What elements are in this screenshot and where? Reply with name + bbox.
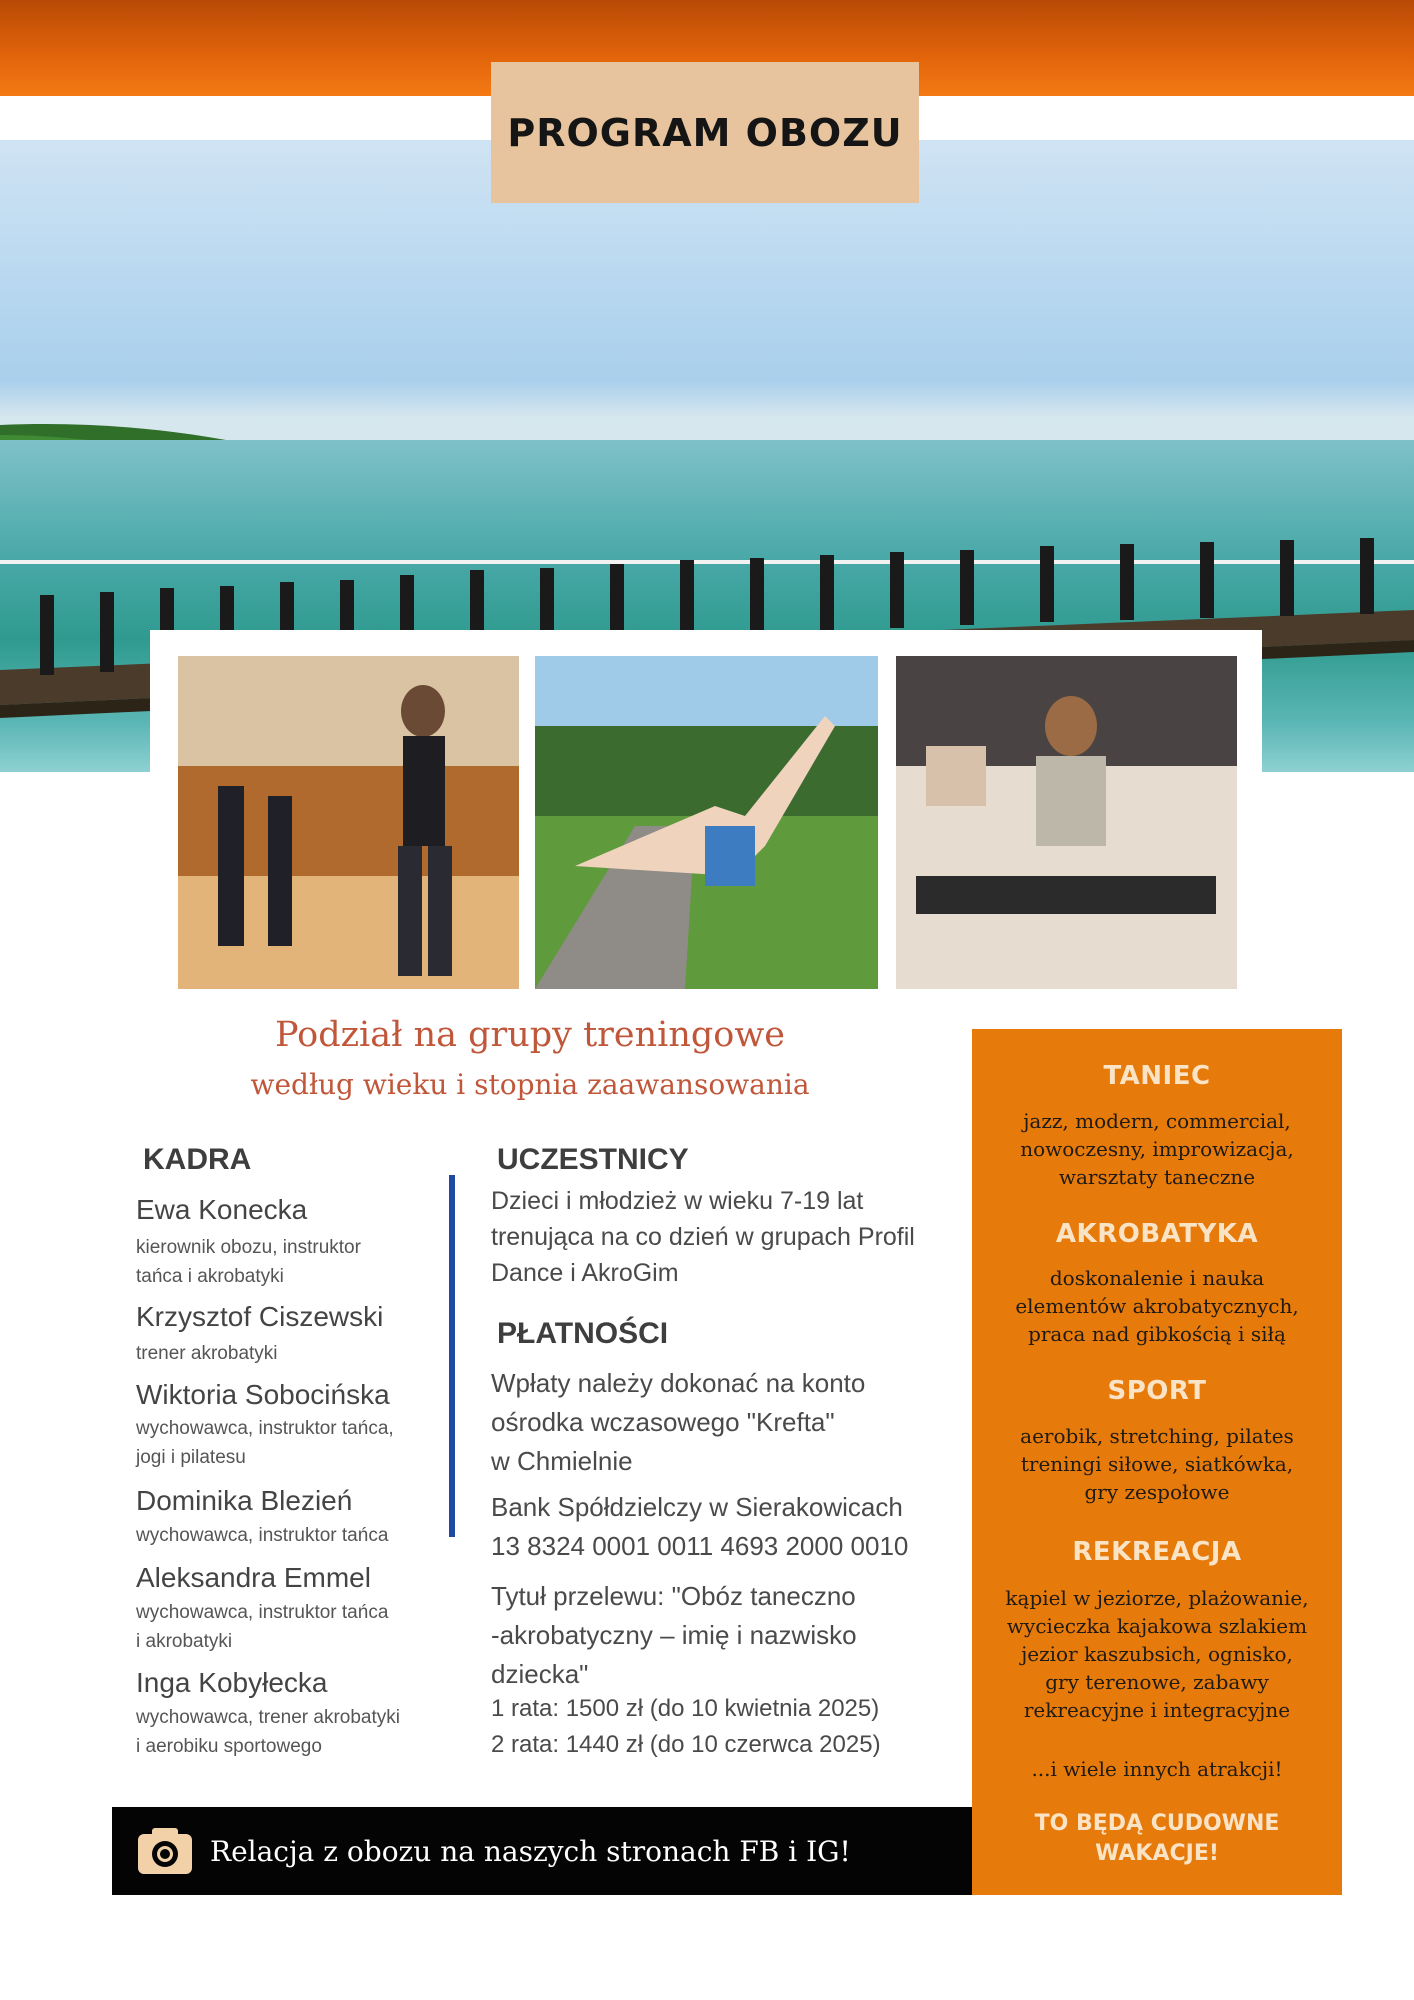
payment-rates: 1 rata: 1500 zł (do 10 kwietnia 2025) 2 rata: 1440 zł (do 10 czerwca 2025) [491, 1695, 881, 1758]
sport-text: aerobik, stretching, pilates treningi siłowe, siatkówka, gry zespołowe [1020, 1424, 1294, 1504]
platnosci-heading: PŁATNOŚCI [497, 1317, 669, 1350]
staff-role: trener akrobatyki [136, 1343, 278, 1364]
taniec-text: jazz, modern, commercial, nowoczesny, improwizacja, warsztaty taneczne [1020, 1109, 1294, 1189]
staff-role: wychowawca, trener akrobatyki i aerobiku sportowego [136, 1707, 400, 1757]
page-title: PROGRAM OBOZU [507, 110, 903, 155]
dance-studio-photo [178, 656, 519, 989]
social-media-text: Relacja z obozu na naszych stronach FB i IG! [210, 1834, 851, 1868]
staff-role: wychowawca, instruktor tańca i akrobatyki [136, 1602, 389, 1652]
rekreacja-heading: REKREACJA [1072, 1537, 1242, 1567]
staff-name: Inga Kobyłecka [136, 1667, 328, 1698]
groups-subheading: według wieku i stopnia zaawansowania [250, 1068, 810, 1101]
akrobatyka-text: doskonalenie i nauka elementów akrobatycznych, praca nad gibkością i siłą [1015, 1266, 1299, 1346]
uczestnicy-text: Dzieci i młodzież w wieku 7-19 lat trenująca na co dzień w grupach Profil Dance i AkroGim [491, 1187, 915, 1287]
taniec-heading: TANIEC [1103, 1061, 1211, 1091]
title-box [491, 62, 919, 203]
closing-slogan: TO BĘDĄ CUDOWNE WAKACJE! [1034, 1811, 1280, 1866]
column-divider [449, 1175, 455, 1537]
bank-account: Bank Spółdzielczy w Sierakowicach 13 8324 0001 0011 4693 2000 0010 [491, 1492, 909, 1561]
staff-role: wychowawca, instruktor tańca [136, 1525, 389, 1546]
social-media-bar [112, 1807, 972, 1895]
uczestnicy-heading: UCZESTNICY [497, 1143, 689, 1176]
program-box [972, 1029, 1342, 1895]
groups-heading: Podział na grupy treningowe [274, 1015, 786, 1055]
staff-name: Krzysztof Ciszewski [136, 1301, 384, 1332]
akrobatyka-heading: AKROBATYKA [1055, 1219, 1259, 1249]
staff-name: Dominika Blezień [136, 1485, 353, 1516]
staff-role: wychowawca, instruktor tańca, jogi i pilatesu [136, 1418, 394, 1468]
acrobatics-outdoor-photo [535, 656, 878, 989]
stretching-split-photo [896, 656, 1237, 989]
staff-name: Wiktoria Sobocińska [136, 1379, 390, 1410]
platnosci-intro: Wpłaty należy dokonać na konto ośrodka wczasowego "Krefta" w Chmielnie [491, 1368, 866, 1476]
camera-icon [136, 1826, 194, 1876]
staff-name: Ewa Konecka [136, 1194, 308, 1225]
transfer-title: Tytuł przelewu: "Obóz taneczno -akrobatyczny – imię i nazwisko dziecka" [491, 1581, 857, 1689]
sport-heading: SPORT [1107, 1376, 1207, 1406]
rekreacja-text: kąpiel w jeziorze, plażowanie, wycieczka kajakowa szlakiem jezior kaszubsich, ognisko, gry terenowe, zabawy rekreacyjne i integracyjne [1005, 1586, 1309, 1722]
staff-name: Aleksandra Emmel [136, 1562, 371, 1593]
more-attractions-text: ...i wiele innych atrakcji! [1031, 1757, 1283, 1781]
kadra-heading: KADRA [143, 1143, 252, 1176]
staff-role: kierownik obozu, instruktor tańca i akrobatyki [136, 1237, 361, 1287]
